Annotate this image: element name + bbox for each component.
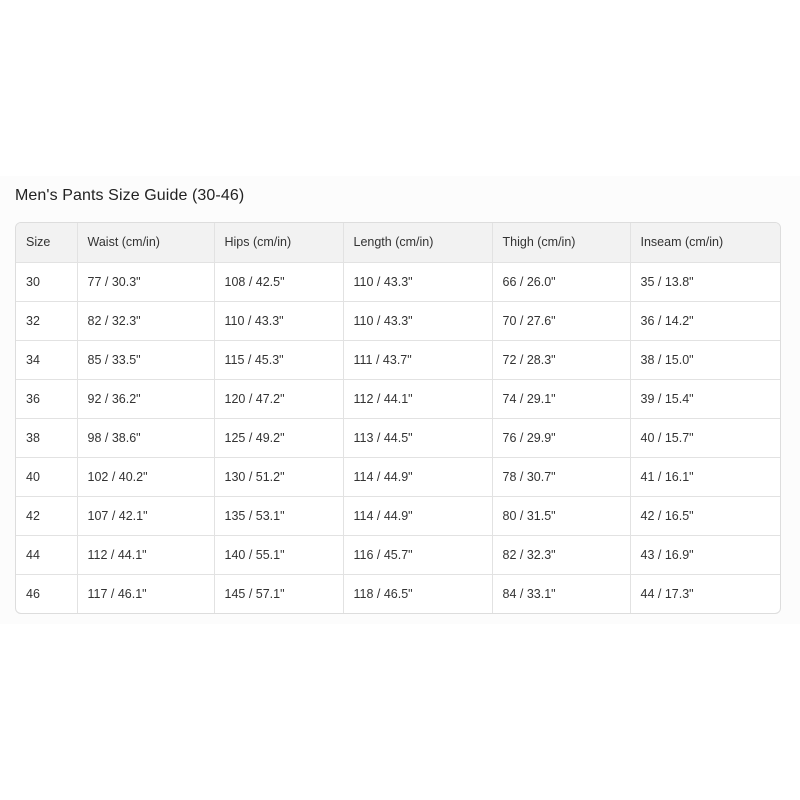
cell-length: 110 / 43.3": [343, 301, 492, 340]
table-row: [16, 262, 780, 301]
cell-hips: 125 / 49.2": [214, 418, 343, 457]
cell-thigh: 78 / 30.7": [492, 457, 630, 496]
cell-inseam: 39 / 15.4": [630, 379, 780, 418]
cell-size: 32: [16, 301, 77, 340]
table-row: [16, 379, 780, 418]
cell-length: 114 / 44.9": [343, 457, 492, 496]
cell-size: 42: [16, 496, 77, 535]
cell-size: 36: [16, 379, 77, 418]
cell-length: 111 / 43.7": [343, 340, 492, 379]
cell-thigh: 70 / 27.6": [492, 301, 630, 340]
cell-hips: 145 / 57.1": [214, 574, 343, 613]
cell-hips: 130 / 51.2": [214, 457, 343, 496]
table-row: [16, 301, 780, 340]
cell-waist: 92 / 36.2": [77, 379, 214, 418]
cell-length: 114 / 44.9": [343, 496, 492, 535]
cell-hips: 140 / 55.1": [214, 535, 343, 574]
cell-hips: 135 / 53.1": [214, 496, 343, 535]
cell-waist: 82 / 32.3": [77, 301, 214, 340]
header-inseam: Inseam (cm/in): [630, 223, 780, 262]
cell-hips: 108 / 42.5": [214, 262, 343, 301]
cell-waist: 112 / 44.1": [77, 535, 214, 574]
cell-length: 110 / 43.3": [343, 262, 492, 301]
table-row: [16, 574, 780, 613]
cell-waist: 77 / 30.3": [77, 262, 214, 301]
size-table-container: [15, 222, 781, 614]
cell-waist: 98 / 38.6": [77, 418, 214, 457]
header-thigh: Thigh (cm/in): [492, 223, 630, 262]
cell-waist: 107 / 42.1": [77, 496, 214, 535]
cell-size: 40: [16, 457, 77, 496]
cell-inseam: 43 / 16.9": [630, 535, 780, 574]
cell-inseam: 40 / 15.7": [630, 418, 780, 457]
table-row: [16, 340, 780, 379]
header-length: Length (cm/in): [343, 223, 492, 262]
cell-hips: 115 / 45.3": [214, 340, 343, 379]
table-header-row: [16, 223, 780, 262]
cell-thigh: 80 / 31.5": [492, 496, 630, 535]
cell-inseam: 44 / 17.3": [640, 586, 694, 601]
cell-length: 112 / 44.1": [343, 379, 492, 418]
cell-inseam: 41 / 16.1": [630, 457, 780, 496]
cell-inseam: 38 / 15.0": [630, 340, 780, 379]
cell-size: 44: [16, 535, 77, 574]
cell-size: 46: [16, 574, 77, 613]
cell-waist: 102 / 40.2": [77, 457, 214, 496]
table-row: [16, 496, 780, 535]
table-row: [16, 535, 780, 574]
header-hips: Hips (cm/in): [214, 223, 343, 262]
cell-thigh: 74 / 29.1": [492, 379, 630, 418]
cell-thigh: 76 / 29.9": [492, 418, 630, 457]
size-table: [16, 223, 780, 613]
cell-size: 30: [16, 262, 77, 301]
cell-thigh: 82 / 32.3": [492, 535, 630, 574]
cell-size: 34: [16, 340, 77, 379]
header-size: Size: [16, 223, 77, 262]
page-title: Men's Pants Size Guide (30-46): [15, 187, 245, 204]
cell-size: 38: [16, 418, 77, 457]
header-waist: Waist (cm/in): [77, 223, 214, 262]
cell-inseam: 36 / 14.2": [630, 301, 780, 340]
cell-length: 113 / 44.5": [343, 418, 492, 457]
cell-thigh: 66 / 26.0": [492, 262, 630, 301]
cell-waist: 117 / 46.1": [77, 574, 214, 613]
table-row: [16, 457, 780, 496]
cell-inseam: 42 / 16.5": [630, 496, 780, 535]
cell-waist: 85 / 33.5": [77, 340, 214, 379]
cell-length: 116 / 45.7": [343, 535, 492, 574]
cell-thigh: 72 / 28.3": [492, 340, 630, 379]
cell-inseam: 35 / 13.8": [630, 262, 780, 301]
cell-thigh: 84 / 33.1": [492, 574, 630, 613]
cell-length: 118 / 46.5": [343, 574, 492, 613]
cell-hips: 110 / 43.3": [214, 301, 343, 340]
table-body: [16, 262, 780, 613]
table-row: [16, 418, 780, 457]
cell-hips: 120 / 47.2": [214, 379, 343, 418]
